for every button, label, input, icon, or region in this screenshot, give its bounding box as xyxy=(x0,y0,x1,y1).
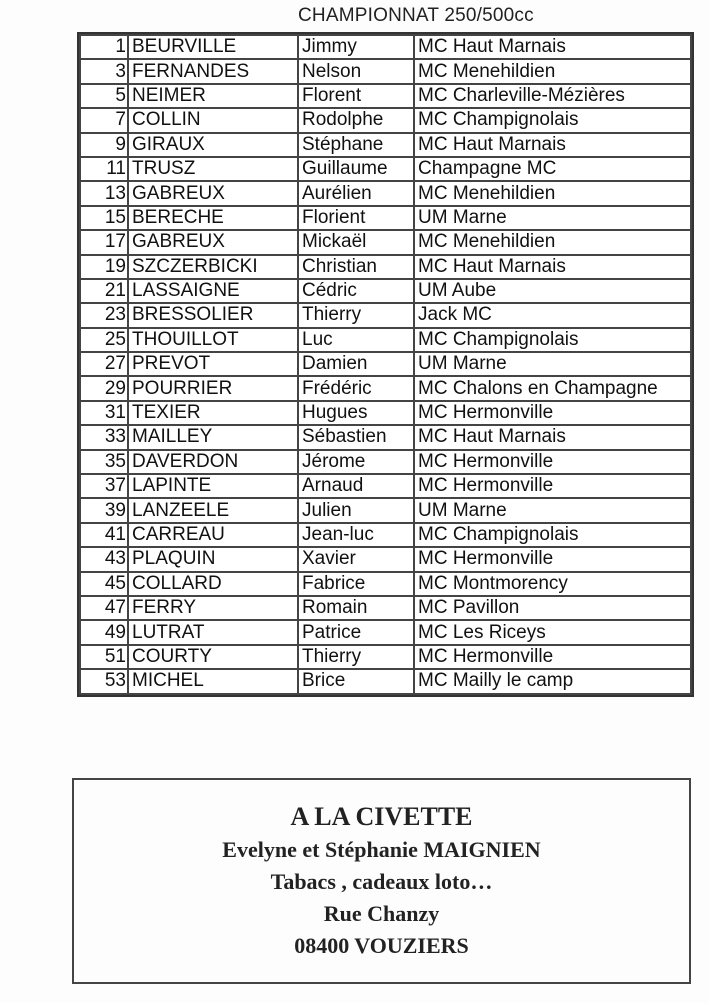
rider-club: MC Champignolais xyxy=(414,108,691,132)
rider-first-name: Damien xyxy=(298,352,414,376)
rider-number: 35 xyxy=(80,450,128,474)
rider-first-name: Thierry xyxy=(298,645,414,669)
rider-first-name: Hugues xyxy=(298,401,414,425)
rider-number: 37 xyxy=(80,474,128,498)
rider-number: 15 xyxy=(80,206,128,230)
rider-first-name: Patrice xyxy=(298,620,414,644)
rider-first-name: Nelson xyxy=(298,59,414,83)
rider-club: MC Menehildien xyxy=(414,59,691,83)
ad-shop-name: A LA CIVETTE xyxy=(290,802,473,831)
rider-last-name: PLAQUIN xyxy=(128,547,298,571)
rider-club: Champagne MC xyxy=(414,157,691,181)
rider-club: MC Haut Marnais xyxy=(414,133,691,157)
rider-first-name: Sébastien xyxy=(298,425,414,449)
table-row xyxy=(80,255,691,279)
table-row xyxy=(80,303,691,327)
rider-first-name: Julien xyxy=(298,498,414,522)
rider-last-name: MICHEL xyxy=(128,669,298,693)
rider-first-name: Arnaud xyxy=(298,474,414,498)
rider-last-name: GIRAUX xyxy=(128,133,298,157)
rider-last-name: LAPINTE xyxy=(128,474,298,498)
rider-number: 3 xyxy=(80,59,128,83)
rider-first-name: Jean-luc xyxy=(298,523,414,547)
rider-last-name: LUTRAT xyxy=(128,620,298,644)
table-row xyxy=(80,425,691,449)
rider-number: 33 xyxy=(80,425,128,449)
rider-number: 51 xyxy=(80,645,128,669)
rider-club: Jack MC xyxy=(414,303,691,327)
ad-city: 08400 VOUZIERS xyxy=(294,933,469,958)
rider-number: 19 xyxy=(80,255,128,279)
rider-first-name: Florient xyxy=(298,206,414,230)
rider-club: MC Pavillon xyxy=(414,596,691,620)
advertisement-box xyxy=(72,778,691,984)
rider-club: MC Menehildien xyxy=(414,181,691,205)
rider-last-name: BEURVILLE xyxy=(128,35,298,59)
rider-first-name: Thierry xyxy=(298,303,414,327)
rider-club: MC Haut Marnais xyxy=(414,425,691,449)
table-row xyxy=(80,35,691,59)
rider-number: 45 xyxy=(80,572,128,596)
rider-first-name: Brice xyxy=(298,669,414,693)
rider-last-name: CARREAU xyxy=(128,523,298,547)
rider-number: 41 xyxy=(80,523,128,547)
table-row xyxy=(80,645,691,669)
rider-number: 5 xyxy=(80,84,128,108)
rider-first-name: Xavier xyxy=(298,547,414,571)
rider-club: UM Marne xyxy=(414,498,691,522)
rider-club: MC Charleville-Mézières xyxy=(414,84,691,108)
rider-number: 23 xyxy=(80,303,128,327)
rider-club: MC Les Riceys xyxy=(414,620,691,644)
rider-last-name: FERRY xyxy=(128,596,298,620)
rider-first-name: Cédric xyxy=(298,279,414,303)
rider-club: MC Haut Marnais xyxy=(414,35,691,59)
table-row xyxy=(80,523,691,547)
rider-first-name: Fabrice xyxy=(298,572,414,596)
table-row xyxy=(80,352,691,376)
rider-number: 11 xyxy=(80,157,128,181)
rider-first-name: Romain xyxy=(298,596,414,620)
rider-first-name: Mickaël xyxy=(298,230,414,254)
rider-club: MC Hermonville xyxy=(414,645,691,669)
rider-number: 29 xyxy=(80,376,128,400)
rider-last-name: DAVERDON xyxy=(128,450,298,474)
table-row xyxy=(80,572,691,596)
rider-last-name: BRESSOLIER xyxy=(128,303,298,327)
rider-last-name: LANZEELE xyxy=(128,498,298,522)
rider-number: 53 xyxy=(80,669,128,693)
table-row xyxy=(80,279,691,303)
rider-number: 43 xyxy=(80,547,128,571)
rider-club: MC Haut Marnais xyxy=(414,255,691,279)
rider-last-name: COLLIN xyxy=(128,108,298,132)
page-title: CHAMPIONNAT 250/500cc xyxy=(298,5,534,24)
table-row xyxy=(80,206,691,230)
rider-number: 47 xyxy=(80,596,128,620)
table-row xyxy=(80,181,691,205)
rider-club: MC Mailly le camp xyxy=(414,669,691,693)
rider-club: MC Hermonville xyxy=(414,547,691,571)
rider-last-name: BERECHE xyxy=(128,206,298,230)
rider-last-name: GABREUX xyxy=(128,181,298,205)
rider-number: 27 xyxy=(80,352,128,376)
rider-club: MC Montmorency xyxy=(414,572,691,596)
rider-last-name: THOUILLOT xyxy=(128,328,298,352)
rider-first-name: Stéphane xyxy=(298,133,414,157)
table-row xyxy=(80,376,691,400)
table-row xyxy=(80,133,691,157)
rider-number: 39 xyxy=(80,498,128,522)
table-row xyxy=(80,474,691,498)
rider-number: 13 xyxy=(80,181,128,205)
ad-street: Rue Chanzy xyxy=(323,901,440,926)
rider-first-name: Frédéric xyxy=(298,376,414,400)
rider-first-name: Rodolphe xyxy=(298,108,414,132)
table-row xyxy=(80,547,691,571)
ad-owners: Evelyne et Stéphanie MAIGNIEN xyxy=(222,837,541,862)
rider-first-name: Luc xyxy=(298,328,414,352)
rider-first-name: Jimmy xyxy=(298,35,414,59)
rider-club: MC Hermonville xyxy=(414,401,691,425)
table-row xyxy=(80,620,691,644)
rider-first-name: Aurélien xyxy=(298,181,414,205)
rider-club: UM Aube xyxy=(414,279,691,303)
rider-last-name: FERNANDES xyxy=(128,59,298,83)
rider-number: 9 xyxy=(80,133,128,157)
rider-last-name: TRUSZ xyxy=(128,157,298,181)
table-row xyxy=(80,450,691,474)
rider-first-name: Christian xyxy=(298,255,414,279)
rider-number: 17 xyxy=(80,230,128,254)
rider-club: MC Hermonville xyxy=(414,450,691,474)
rider-club: MC Hermonville xyxy=(414,474,691,498)
table-row xyxy=(80,401,691,425)
rider-last-name: MAILLEY xyxy=(128,425,298,449)
rider-number: 21 xyxy=(80,279,128,303)
rider-number: 49 xyxy=(80,620,128,644)
rider-club: MC Chalons en Champagne xyxy=(414,376,691,400)
rider-number: 25 xyxy=(80,328,128,352)
rider-club: UM Marne xyxy=(414,352,691,376)
rider-club: MC Menehildien xyxy=(414,230,691,254)
rider-first-name: Florent xyxy=(298,84,414,108)
rider-table-body xyxy=(80,35,691,694)
rider-club: MC Champignolais xyxy=(414,523,691,547)
rider-last-name: GABREUX xyxy=(128,230,298,254)
rider-last-name: COURTY xyxy=(128,645,298,669)
rider-first-name: Jérome xyxy=(298,450,414,474)
rider-last-name: SZCZERBICKI xyxy=(128,255,298,279)
table-row xyxy=(80,59,691,83)
rider-last-name: LASSAIGNE xyxy=(128,279,298,303)
table-row xyxy=(80,157,691,181)
table-row xyxy=(80,108,691,132)
table-row xyxy=(80,498,691,522)
ad-goods: Tabacs , cadeaux loto… xyxy=(270,869,493,894)
rider-table xyxy=(77,32,694,697)
rider-last-name: TEXIER xyxy=(128,401,298,425)
table-row xyxy=(80,669,691,693)
table-row xyxy=(80,230,691,254)
rider-club: UM Marne xyxy=(414,206,691,230)
rider-number: 31 xyxy=(80,401,128,425)
table-row xyxy=(80,84,691,108)
rider-last-name: NEIMER xyxy=(128,84,298,108)
table-row xyxy=(80,328,691,352)
rider-last-name: COLLARD xyxy=(128,572,298,596)
rider-first-name: Guillaume xyxy=(298,157,414,181)
rider-number: 1 xyxy=(80,35,128,59)
rider-last-name: PREVOT xyxy=(128,352,298,376)
rider-club: MC Champignolais xyxy=(414,328,691,352)
table-row xyxy=(80,596,691,620)
rider-number: 7 xyxy=(80,108,128,132)
rider-last-name: POURRIER xyxy=(128,376,298,400)
